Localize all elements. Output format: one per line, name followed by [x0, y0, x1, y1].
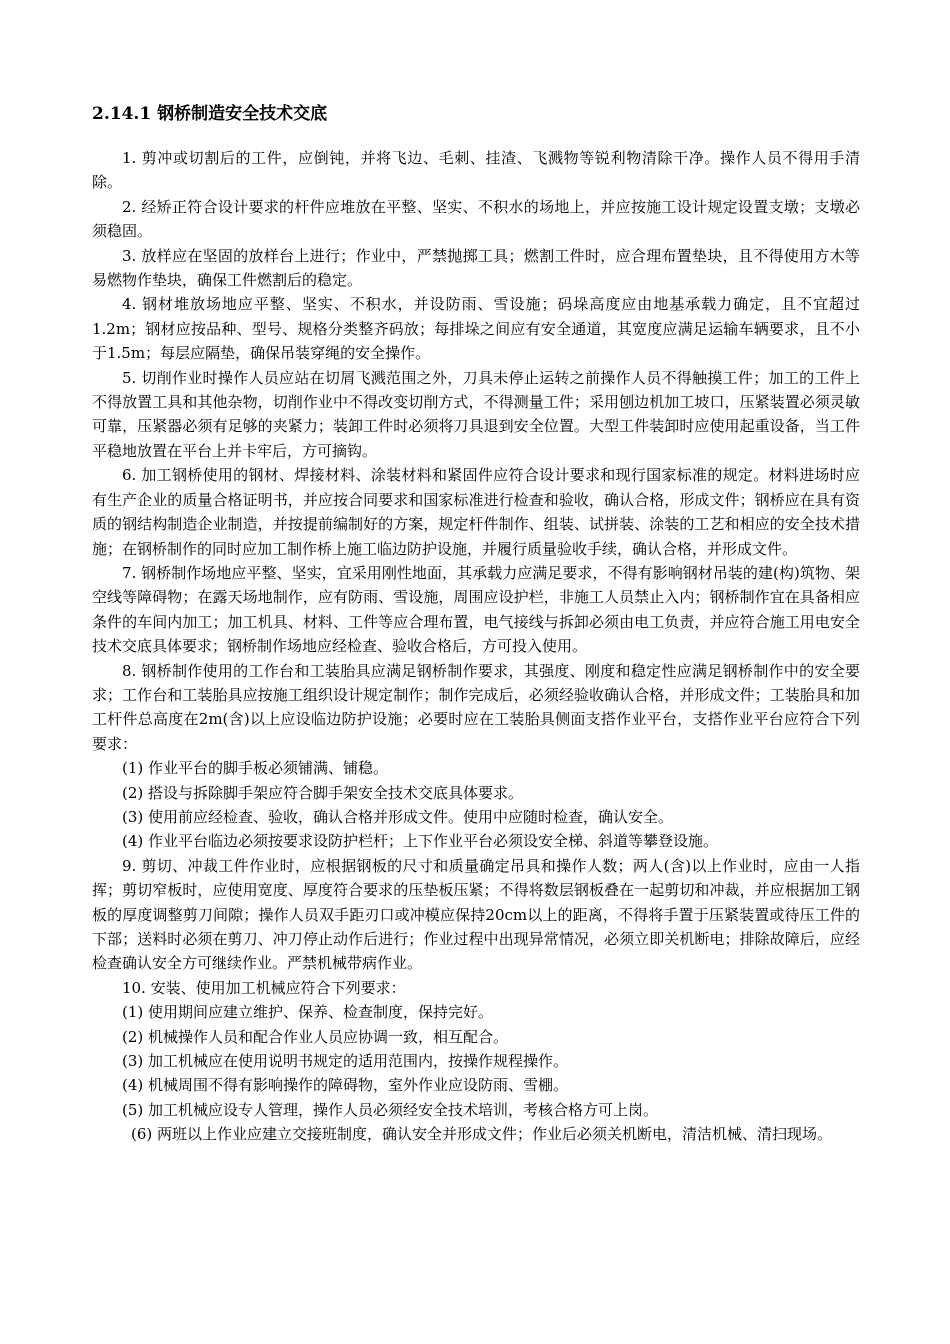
- paragraph-1: 1. 剪冲或切割后的工件，应倒钝，并将飞边、毛刺、挂渣、飞溅物等锐利物清除干净。操作人员不得用手清除。: [92, 149, 860, 192]
- paragraph-10: 10. 安装、使用加工机械应符合下列要求：: [122, 978, 406, 997]
- paragraph-10-item-2: (2) 机械操作人员和配合作业人员应协调一致，相互配合。: [122, 1027, 509, 1046]
- paragraph-6: 6. 加工钢桥使用的钢材、焊接材料、涂装材料和紧固件应符合设计要求和现行国家标准的规定。材料进场时应有生产企业的质量合格证明书，并应按合同要求和国家标准进行检查和验收，确认合格，形成文件；钢桥应在具有资质的钢结构制造企业制造，并按提前编制好的方案，规定杆件制作、组装、试拼装、涂装的工艺和相应的安全技术措施；在钢桥制作的同时应加工制作桥上施工临边防护设施，并履行质量验收手续，确认合格，并形成文件。: [92, 466, 860, 558]
- paragraph-7: 7. 钢桥制作场地应平整、坚实，宜采用刚性地面，其承载力应满足要求，不得有影响钢材吊装的建(构)筑物、架空线等障碍物；在露天场地制作，应有防雨、雪设施，周围应设护栏，非施工人员禁止入内；钢桥制作宜在具备相应条件的车间内加工；加工机具、材料、工件等应合理布置，电气接线与拆卸必须由电工负责，并应符合施工用电安全技术交底具体要求；钢桥制作场地应经检查、验收合格后，方可投入使用。: [92, 563, 860, 656]
- paragraph-8-item-2: (2) 搭设与拆除脚手架应符合脚手架安全技术交底具体要求。: [122, 783, 524, 802]
- paragraph-2: 2. 经矫正符合设计要求的杆件应堆放在平整、坚实、不积水的场地上，并应按施工设计规定设置支墩；支墩必须稳固。: [92, 197, 860, 241]
- paragraph-10-item-1: (1) 使用期间应建立维护、保养、检查制度，保持完好。: [122, 1003, 494, 1022]
- section-title: 2.14.1 钢桥制造安全技术交底: [92, 104, 328, 124]
- paragraph-8-item-1: (1) 作业平台的脚手板必须铺满、铺稳。: [122, 759, 389, 778]
- paragraph-10-item-6: (6) 两班以上作业应建立交接班制度，确认安全并形成文件；作业后必须关机断电，清洁机械、清扫现场。: [131, 1125, 833, 1144]
- paragraph-3: 3. 放样应在坚固的放样台上进行；作业中，严禁抛掷工具；燃割工件时，应合理布置垫块，且不得使用方木等易燃物作垫块，确保工件燃割后的稳定。: [92, 246, 860, 290]
- paragraph-4: 4. 钢材堆放场地应平整、坚实、不积水，并设防雨、雪设施；码垛高度应由地基承载力确定，且不宜超过1.2m；钢材应按品种、型号、规格分类整齐码放；每排垛之间应有安全通道，其宽度应满足运输车辆要求，且不小于1.5m；每层应隔垫，确保吊装穿绳的安全操作。: [92, 295, 860, 363]
- paragraph-10-item-5: (5) 加工机械应设专人管理，操作人员必须经安全技术培训，考核合格方可上岗。: [122, 1100, 659, 1119]
- paragraph-8-item-4: (4) 作业平台临边必须按要求设防护栏杆；上下作业平台必须设安全梯、斜道等攀登设施。: [122, 832, 719, 851]
- document-body: [92, 100, 860, 1147]
- paragraph-10-item-3: (3) 加工机械应在使用说明书规定的适用范围内，按操作规程操作。: [122, 1052, 569, 1071]
- paragraph-9: 9. 剪切、冲裁工件作业时，应根据钢板的尺寸和质量确定吊具和操作人数；两人(含)以上作业时，应由一人指挥；剪切窄板时，应使用宽度、厚度符合要求的压垫板压紧；不得将数层钢板叠在一起剪切和冲裁，并应根据加工钢板的厚度调整剪刀间隙；操作人员双手距刃口或冲模应保持20cm以上的距离，不得将手置于压紧装置或待压工件的下部；送料时必须在剪刀、冲刀停止动作后进行；作业过程中出现异常情况，必须立即关机断电；排除故障后，应经检查确认安全方可继续作业。严禁机械带病作业。: [92, 856, 860, 973]
- paragraph-8-item-3: (3) 使用前应经检查、验收，确认合格并形成文件。使用中应随时检查，确认安全。: [122, 807, 674, 826]
- paragraph-8: 8. 钢桥制作使用的工作台和工装胎具应满足钢桥制作要求，其强度、刚度和稳定性应满足钢桥制作中的安全要求；工作台和工装胎具应按施工组织设计规定制作；制作完成后，必须经验收确认合格，并形成文件；工装胎具和加工杆件总高度在2m(含)以上应设临边防护设施；必要时应在工装胎具侧面支搭作业平台，支搭作业平台应符合下列要求：: [92, 661, 860, 753]
- paragraph-5: 5. 切削作业时操作人员应站在切屑飞溅范围之外，刀具未停止运转之前操作人员不得触摸工件；加工的工件上不得放置工具和其他杂物，切削作业中不得改变切削方式，不得测量工件；采用刨边机加工坡口，压紧装置必须灵敏可靠，压紧器必须有足够的夹紧力；装卸工件时必须将刀具退到安全位置。大型工件装卸时应使用起重设备，当工件平稳地放置在平台上并卡牢后，方可摘钩。: [92, 368, 860, 460]
- paragraph-10-item-4: (4) 机械周围不得有影响操作的障碍物，室外作业应设防雨、雪棚。: [122, 1076, 569, 1095]
